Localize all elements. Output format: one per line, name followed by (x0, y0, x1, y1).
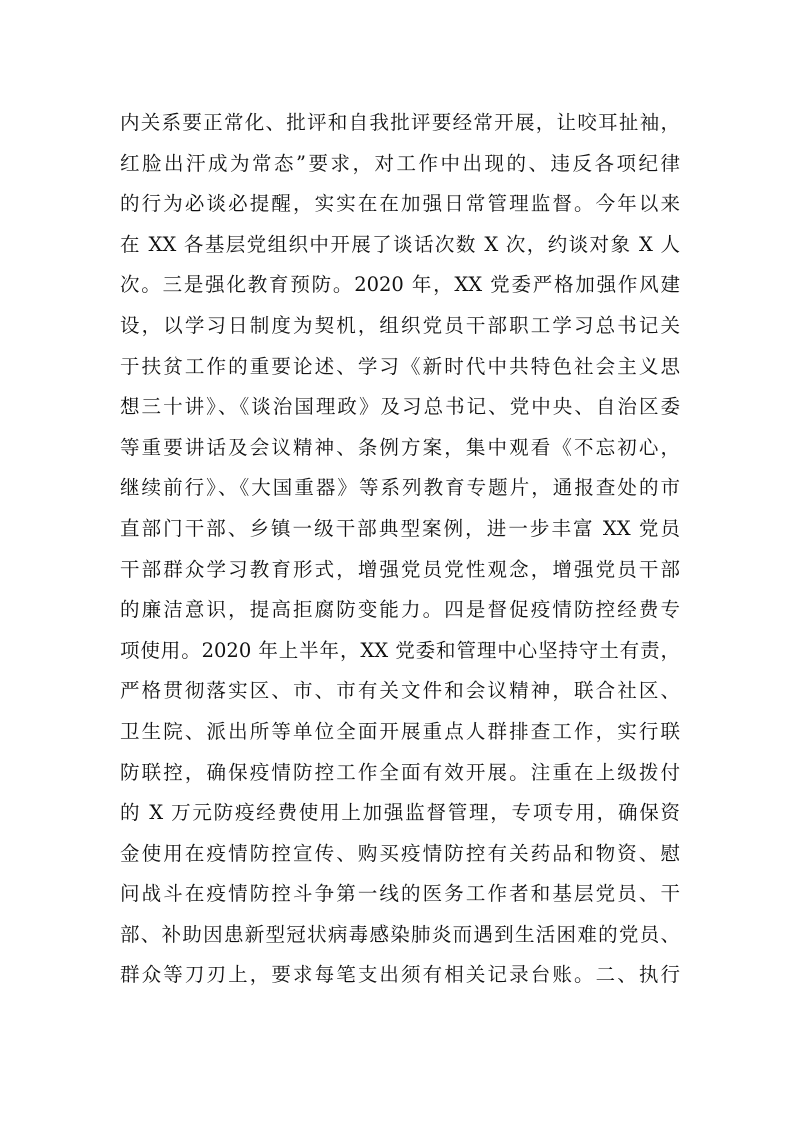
text-line: 问战斗在疫情防控斗争第一线的医务工作者和基层党员、干 (120, 882, 680, 906)
text-line: 的 X 万元防疫经费使用上加强监督管理，专项专用，确保资 (120, 801, 680, 825)
text-line: 内关系要正常化、批评和自我批评要经常开展，让咬耳扯袖， (120, 111, 680, 134)
text-line: 防联控，确保疫情防控工作全面有效开展。注重在上级拨付 (120, 760, 680, 784)
text-line: 继续前行》、《大国重器》等系列教育专题片，通报查处的市 (120, 476, 680, 500)
text-line: 干部群众学习教育形式，增强党员党性观念，增强党员干部 (120, 557, 680, 581)
text-line: 卫生院、派出所等单位全面开展重点人群排查工作，实行联 (120, 719, 680, 743)
body-paragraph (120, 103, 680, 996)
text-line: 群众等刀刃上，要求每笔支出须有相关记录台账。二、执行 (120, 963, 680, 987)
text-line: 部、补助因患新型冠状病毒感染肺炎而遇到生活困难的党员、 (120, 922, 680, 946)
text-line: 等重要讲话及会议精神、条例方案，集中观看《不忘初心， (120, 435, 680, 459)
text-line: 的廉洁意识，提高拒腐防变能力。四是督促疫情防控经费专 (120, 598, 680, 622)
text-line: 的行为必谈必提醒，实实在在加强日常管理监督。今年以来 (120, 192, 680, 216)
text-line: 设，以学习日制度为契机，组织党员干部职工学习总书记关 (120, 313, 680, 337)
text-line: 想三十讲》、《谈治国理政》及习总书记、党中央、自治区委 (120, 395, 680, 419)
text-line: 金使用在疫情防控宣传、购买疫情防控有关药品和物资、慰 (120, 841, 680, 865)
text-line: 在 XX 各基层党组织中开展了谈话次数 X 次，约谈对象 X 人 (120, 232, 680, 256)
text-line: 项使用。2020 年上半年，XX 党委和管理中心坚持守土有责， (120, 638, 680, 662)
text-line: 次。三是强化教育预防。2020 年，XX 党委严格加强作风建 (120, 273, 680, 297)
text-line: 于扶贫工作的重要论述、学习《新时代中共特色社会主义思 (120, 354, 680, 378)
text-line: 直部门干部、乡镇一级干部典型案例，进一步丰富 XX 党员 (120, 516, 680, 540)
text-line: 红脸出汗成为常态”要求，对工作中出现的、违反各项纪律 (120, 151, 680, 175)
text-line: 严格贯彻落实区、市、市有关文件和会议精神，联合社区、 (120, 679, 680, 703)
